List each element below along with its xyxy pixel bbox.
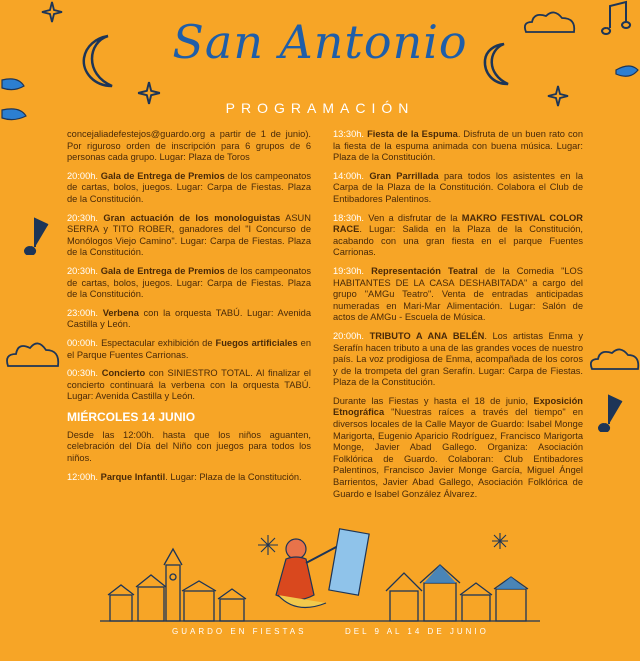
- entry-title: Gala de Entrega de Premios: [100, 170, 225, 181]
- entry-title: Fiesta de la Espuma: [367, 129, 458, 139]
- entry-title: Gran Parrillada: [369, 170, 439, 181]
- program-entry: [67, 430, 311, 465]
- entry-text: de la Comedia "LOS HABITANTES DE LA CASA DESHABITADA" a cargo del grupo "AMGu Teatro". Venta de entradas anticipadas numeradas en Mari-Mar Alimentación. Lugar: Salón de actos de AMGu - Escuela de Música.: [333, 265, 583, 323]
- program-entry: [67, 472, 311, 484]
- entry-text: Durante las Fiestas y hasta el 18 de junio,: [333, 395, 534, 406]
- entry-title: Concierto: [101, 368, 146, 379]
- entry-text: con SINIESTRO TOTAL. Al finalizar el concierto continuará la verbena con la orquesta TABÚ. Lugar: Avenida Castilla y León.: [67, 368, 311, 402]
- program-entry: [333, 129, 583, 164]
- entry-text: . Lugar: Salida en la Plaza de la Constitución, acabando con una gran fiesta en el parque Fuentes Carrionas.: [333, 224, 583, 258]
- entry-text: de los campeonatos de cartas, bolos, juegos. Lugar: Carpa de Fiestas. Plaza de la Constitución.: [67, 265, 311, 300]
- entry-time: 12:00h.: [67, 471, 99, 482]
- entry-time: 00:00h.: [67, 337, 99, 348]
- footer-left: GUARDO EN FIESTAS: [172, 627, 307, 636]
- entry-title: MAKRO FESTIVAL COLOR RACE: [333, 212, 583, 235]
- program-entry: [333, 171, 583, 206]
- entry-text: ASUN SERRA y TITO ROBER, ganadores del "I Concurso de Monólogos Viejo Camino". Lugar: Carpa de Fiestas. Plaza de la Constitución.: [67, 212, 311, 258]
- entry-time: 00:30h.: [67, 368, 99, 379]
- entry-time: 19:30h.: [333, 265, 365, 276]
- day-heading: MIÉRCOLES 14 JUNIO: [67, 409, 196, 424]
- music-note-icon: [22, 215, 52, 255]
- program-entry: [333, 396, 583, 500]
- entry-title: Fuegos artificiales: [215, 337, 298, 348]
- entry-title: Verbena: [102, 307, 139, 318]
- entry-text: en el Parque Fuentes Carrionas.: [67, 337, 311, 360]
- entry-time: 20:30h.: [67, 212, 99, 223]
- cloud-icon: [2, 338, 62, 372]
- program-entry: [333, 331, 583, 389]
- cloud-icon: [586, 345, 640, 375]
- entry-title: Exposición Etnográfica: [333, 395, 583, 418]
- footer-right: DEL 9 AL 14 DE JUNIO: [345, 627, 489, 636]
- entry-text: de los campeonatos de cartas, bolos, juegos. Lugar: Carpa de Fiestas. Plaza de la Constitución.: [67, 170, 311, 204]
- entry-text: . Disfruta de un buen rato con la fiesta de la espuma animada con buena música. Lugar: Plaza de la Constitución.: [333, 129, 583, 163]
- entry-title: TRIBUTO A ANA BELÉN: [369, 330, 485, 341]
- program-entry: [67, 266, 311, 301]
- entry-text: con la orquesta TABÚ. Lugar: Avenida Castilla y León.: [67, 307, 311, 330]
- entry-time: 13:30h.: [333, 129, 365, 139]
- program-entry: concejaliadefestejos@guardo.org a partir de 1 de junio). Por riguroso orden de inscripción para 6 grupos de 6 personas cada grupo. Lugar: Plaza de Toros: [67, 129, 311, 163]
- entry-text: Desde las 12:00h. hasta que los niños aguanten, celebración del Día del Niño con juegos para todos los niños.: [67, 429, 311, 464]
- program-entry: [67, 368, 311, 403]
- village-illustration: [100, 525, 540, 625]
- entry-text: "Nuestras raíces a través del tiempo" en diversos locales de la Calle Mayor de Guardo: Isabel Monge Marigorta, Eugenio Aparicio Rodríguez, Francisco Marigorta Monge, Javier Abad Gallego. Organiza: Asociación Folklórica de Guardo. Colaboran: Club Entibadores Palentinos, Francisco Javier Monge García, Miguel Ángel Barrientos, Javier Abad Gallego, Asociación Folklórica de Guardo e Isabel González Álvarez.: [333, 407, 583, 499]
- page-subtitle: PROGRAMACIÓN: [225, 100, 415, 116]
- program-entry: [67, 338, 311, 361]
- entry-text: Espectacular exhibición de: [101, 337, 216, 348]
- entry-time: 23:00h.: [67, 307, 99, 318]
- page-title: San Antonio: [172, 15, 468, 69]
- entry-time: 20:00h.: [333, 330, 365, 341]
- entry-title: Representación Teatral: [371, 265, 478, 276]
- entry-time: 20:00h.: [67, 170, 99, 181]
- entry-title: Gala de Entrega de Premios: [100, 265, 225, 276]
- program-entry: [67, 308, 311, 331]
- entry-text: Ven a disfrutar de la: [368, 212, 462, 223]
- entry-time: 20:30h.: [67, 265, 99, 276]
- left-column: [67, 129, 311, 490]
- program-entry: [333, 213, 583, 259]
- program-entry: [67, 213, 311, 259]
- program-entry: [67, 171, 311, 206]
- entry-text: . Lugar: Plaza de la Constitución.: [165, 471, 302, 482]
- entry-text: . Los artistas Enma y Serafín hacen tributo a una de las grandes voces de nuestro país. La voz prodigiosa de Enma, acompañada de los coros y de la trompeta del gran Serafín. Lugar: Carpa de Fiestas. Plaza de la Constitución.: [333, 330, 583, 388]
- entry-title: Parque Infantil: [100, 471, 166, 482]
- entry-text: para todos los asistentes en la Carpa de la Plaza de la Constitución. Colabora el Club de Entibadores Palentinos.: [333, 170, 583, 204]
- program-entry: [333, 266, 583, 324]
- right-column: [333, 129, 583, 507]
- entry-time: 14:00h.: [333, 170, 365, 181]
- entry-title: Gran actuación de los monologuistas: [103, 212, 281, 223]
- music-note-icon: [596, 392, 626, 432]
- entry-time: 18:30h.: [333, 212, 365, 223]
